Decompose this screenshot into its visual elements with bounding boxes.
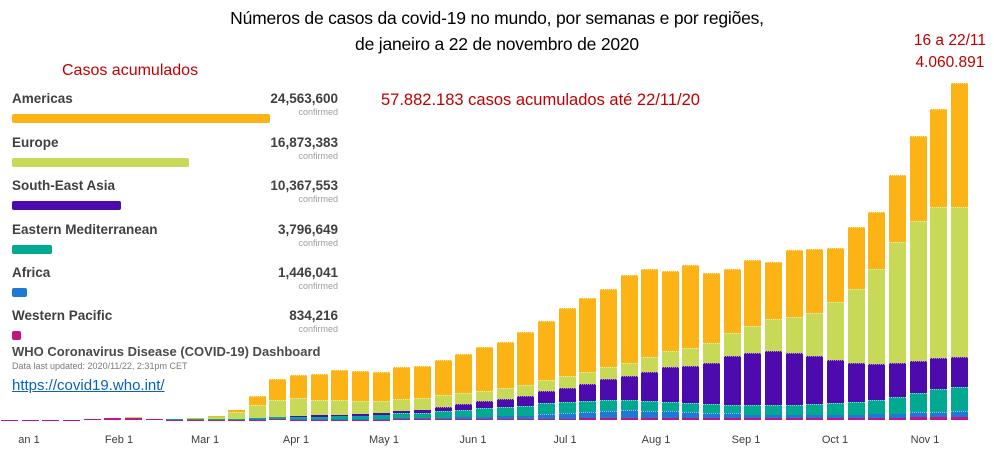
- segment-south-east-asia: [724, 356, 741, 404]
- bar-week-jul-26[interactable]: [600, 289, 617, 420]
- segment-americas: [910, 136, 927, 221]
- segment-south-east-asia: [600, 379, 617, 400]
- segment-americas: [455, 354, 472, 393]
- legend-confirmed-label: confirmed: [298, 324, 338, 334]
- legend-value: [270, 135, 338, 161]
- segment-americas: [497, 342, 514, 389]
- segment-europe: [269, 400, 286, 417]
- segment-eastern-mediterranean: [951, 387, 968, 412]
- x-tick-an-1: an 1: [18, 434, 40, 446]
- segment-europe: [868, 269, 885, 364]
- segment-western-pacific: [621, 418, 638, 420]
- segment-americas: [579, 298, 596, 372]
- bar-week-aug-2[interactable]: [621, 275, 638, 420]
- segment-europe: [765, 319, 782, 351]
- segment-eastern-mediterranean: [786, 405, 803, 415]
- bar-week-aug-9[interactable]: [641, 269, 658, 420]
- latest-week-value: 4.060.891: [915, 54, 985, 71]
- bar-week-apr-26[interactable]: [331, 370, 348, 420]
- who-dashboard-link[interactable]: https://covid19.who.int/: [12, 377, 165, 394]
- bar-week-mar-22[interactable]: [228, 410, 245, 420]
- segment-americas: [621, 275, 638, 363]
- segment-americas: [806, 249, 823, 313]
- segment-europe: [848, 289, 865, 363]
- segment-western-pacific: [269, 419, 286, 420]
- page-title: [0, 5, 994, 57]
- segment-africa: [600, 411, 617, 418]
- dashboard-title: WHO Coronavirus Disease (COVID-19) Dashboard: [12, 344, 321, 359]
- segment-americas: [724, 269, 741, 333]
- segment-eastern-mediterranean: [744, 405, 761, 414]
- x-tick-apr-1: Apr 1: [282, 434, 310, 446]
- segment-americas: [889, 175, 906, 242]
- bar-week-mar-29[interactable]: [249, 396, 266, 420]
- bar-week-aug-23[interactable]: [682, 265, 699, 420]
- segment-western-pacific: [930, 417, 947, 420]
- legend-value: [289, 308, 338, 334]
- segment-americas: [393, 367, 410, 399]
- bar-week-feb-23[interactable]: [146, 419, 163, 420]
- segment-americas: [249, 396, 266, 405]
- legend-value-number: 16,873,383: [270, 135, 338, 150]
- segment-africa: [621, 410, 638, 418]
- legend-confirmed-label: confirmed: [298, 238, 338, 248]
- bar-week-jun-14[interactable]: [476, 347, 493, 420]
- segment-south-east-asia: [579, 384, 596, 401]
- segment-south-east-asia: [806, 356, 823, 404]
- segment-western-pacific: [84, 419, 101, 420]
- x-tick-oct-1: Oct 1: [821, 434, 849, 446]
- segment-americas: [827, 248, 844, 303]
- segment-western-pacific: [951, 417, 968, 420]
- segment-europe: [724, 333, 741, 356]
- legend-color-bar: [12, 288, 27, 297]
- segment-western-pacific: [559, 419, 576, 420]
- segment-western-pacific: [662, 418, 679, 420]
- segment-south-east-asia: [765, 351, 782, 405]
- legend-confirmed-label: confirmed: [298, 194, 338, 204]
- segment-europe: [311, 400, 328, 416]
- segment-western-pacific: [579, 418, 596, 420]
- bar-week-aug-16[interactable]: [662, 271, 679, 420]
- segment-americas: [290, 375, 307, 399]
- segment-americas: [930, 109, 947, 207]
- segment-eastern-mediterranean: [559, 402, 576, 413]
- segment-americas: [538, 321, 555, 380]
- segment-south-east-asia: [662, 367, 679, 402]
- latest-week-annotation: [914, 30, 986, 74]
- segment-south-east-asia: [910, 361, 927, 393]
- segment-europe: [538, 380, 555, 391]
- legend-item-western-pacific[interactable]: [12, 308, 342, 334]
- segment-south-east-asia: [476, 401, 493, 408]
- legend-color-bar: [12, 114, 270, 123]
- legend-color-bar: [12, 331, 21, 340]
- x-tick-feb-1: Feb 1: [104, 434, 134, 446]
- title-line2: de janeiro a 22 de novembro de 2020: [355, 34, 639, 54]
- bar-week-jan-26[interactable]: [63, 420, 80, 421]
- segment-europe: [517, 385, 534, 396]
- legend-item-eastern-mediterranean[interactable]: [12, 222, 342, 248]
- segment-eastern-mediterranean: [806, 404, 823, 415]
- bar-week-jun-28[interactable]: [517, 332, 534, 420]
- bar-week-jun-7[interactable]: [455, 354, 472, 420]
- legend-value: [270, 91, 338, 117]
- segment-eastern-mediterranean: [621, 400, 638, 410]
- legend-confirmed-label: confirmed: [298, 151, 338, 161]
- segment-europe: [393, 399, 410, 411]
- segment-south-east-asia: [930, 358, 947, 388]
- segment-europe: [827, 302, 844, 360]
- segment-europe: [497, 388, 514, 398]
- segment-europe: [930, 207, 947, 358]
- bar-week-oct-4[interactable]: [806, 249, 823, 420]
- segment-western-pacific: [146, 419, 163, 420]
- segment-western-pacific: [125, 418, 142, 421]
- segment-eastern-mediterranean: [765, 405, 782, 415]
- segment-western-pacific: [682, 418, 699, 420]
- segment-europe: [703, 343, 720, 363]
- legend-item-south-east-asia[interactable]: [12, 178, 342, 204]
- segment-western-pacific: [435, 419, 452, 420]
- legend-value-number: 24,563,600: [270, 91, 338, 106]
- bar-week-sep-6[interactable]: [724, 269, 741, 420]
- bar-week-jul-5[interactable]: [538, 321, 555, 420]
- bar-week-apr-5[interactable]: [269, 379, 286, 420]
- segment-south-east-asia: [703, 363, 720, 404]
- segment-europe: [373, 401, 390, 414]
- legend-value-number: 834,216: [289, 308, 338, 323]
- bar-week-jun-21[interactable]: [497, 342, 514, 420]
- segment-europe: [682, 348, 699, 366]
- bar-week-may-17[interactable]: [393, 367, 410, 420]
- bar-week-nov-15[interactable]: [930, 109, 947, 420]
- bar-week-sep-20[interactable]: [765, 262, 782, 420]
- bar-week-apr-19[interactable]: [311, 374, 328, 420]
- segment-europe: [579, 372, 596, 384]
- title-line1: Números de casos da covid-19 no mundo, por semanas e por regiões,: [230, 8, 764, 28]
- bar-week-feb-9[interactable]: [104, 418, 121, 420]
- segment-western-pacific: [703, 418, 720, 420]
- segment-western-pacific: [538, 419, 555, 420]
- bar-week-sep-13[interactable]: [744, 260, 761, 420]
- segment-europe: [889, 242, 906, 364]
- segment-eastern-mediterranean: [703, 404, 720, 413]
- segment-south-east-asia: [621, 376, 638, 400]
- segment-western-pacific: [414, 419, 431, 420]
- bar-week-oct-18[interactable]: [848, 227, 865, 420]
- segment-europe: [352, 401, 369, 415]
- segment-americas: [352, 371, 369, 401]
- segment-eastern-mediterranean: [476, 408, 493, 416]
- x-tick-sep-1: Sep 1: [731, 434, 761, 446]
- bar-week-mar-15[interactable]: [208, 416, 225, 420]
- legend-region-name: Western Pacific: [12, 308, 113, 323]
- segment-americas: [331, 370, 348, 400]
- bar-week-aug-30[interactable]: [703, 273, 720, 420]
- segment-eastern-mediterranean: [579, 401, 596, 412]
- legend-region-name: Africa: [12, 265, 51, 280]
- segment-western-pacific: [889, 418, 906, 420]
- legend-value-number: 10,367,553: [270, 178, 338, 193]
- segment-western-pacific: [600, 418, 617, 420]
- legend-value: [278, 222, 338, 248]
- segment-western-pacific: [455, 419, 472, 420]
- segment-europe: [600, 367, 617, 380]
- segment-western-pacific: [393, 419, 410, 420]
- legend-color-bar: [12, 245, 52, 254]
- segment-western-pacific: [786, 418, 803, 420]
- segment-eastern-mediterranean: [930, 389, 947, 412]
- segment-americas: [641, 269, 658, 357]
- segment-americas: [662, 271, 679, 351]
- x-tick-nov-1: Nov 1: [910, 434, 940, 446]
- segment-europe: [786, 317, 803, 354]
- segment-western-pacific: [724, 418, 741, 420]
- segment-western-pacific: [497, 419, 514, 420]
- legend-region-name: Eastern Mediterranean: [12, 222, 158, 237]
- segment-eastern-mediterranean: [600, 400, 617, 410]
- cumulative-cases-label: Casos acumulados: [62, 62, 199, 79]
- segment-eastern-mediterranean: [889, 397, 906, 414]
- bar-week-oct-11[interactable]: [827, 248, 844, 420]
- segment-americas: [848, 227, 865, 289]
- bar-week-nov-8[interactable]: [910, 136, 927, 420]
- legend-confirmed-label: confirmed: [298, 107, 338, 117]
- segment-americas: [765, 262, 782, 320]
- bar-week-jan-5[interactable]: [1, 420, 18, 421]
- bar-week-jan-12[interactable]: [22, 420, 39, 421]
- bar-week-jan-19[interactable]: [42, 420, 59, 421]
- segment-western-pacific: [848, 418, 865, 420]
- segment-europe: [290, 398, 307, 416]
- legend-value-number: 3,796,649: [277, 222, 338, 237]
- segment-south-east-asia: [951, 357, 968, 386]
- bar-week-may-3[interactable]: [352, 371, 369, 420]
- segment-western-pacific: [517, 419, 534, 420]
- segment-americas: [414, 366, 431, 398]
- segment-americas: [517, 332, 534, 385]
- segment-europe: [621, 363, 638, 377]
- segment-americas: [311, 374, 328, 400]
- legend-item-americas[interactable]: [12, 91, 342, 117]
- segment-western-pacific: [910, 417, 927, 420]
- segment-eastern-mediterranean: [641, 401, 658, 411]
- segment-americas: [951, 83, 968, 207]
- segment-europe: [559, 376, 576, 387]
- segment-europe: [662, 351, 679, 367]
- legend-item-africa[interactable]: [12, 265, 342, 291]
- legend-color-bar: [12, 158, 189, 167]
- segment-europe: [331, 400, 348, 415]
- segment-western-pacific: [744, 418, 761, 420]
- segment-americas: [373, 372, 390, 401]
- segment-americas: [703, 273, 720, 343]
- segment-eastern-mediterranean: [497, 407, 514, 416]
- bar-week-mar-1[interactable]: [166, 419, 183, 420]
- cumulative-total-annotation: 57.882.183 casos acumulados até 22/11/20: [381, 91, 700, 109]
- segment-western-pacific: [765, 418, 782, 420]
- bar-week-mar-8[interactable]: [187, 418, 204, 420]
- segment-americas: [682, 265, 699, 348]
- bar-week-may-24[interactable]: [414, 366, 431, 420]
- segment-europe: [476, 391, 493, 402]
- segment-americas: [435, 360, 452, 396]
- segment-americas: [559, 308, 576, 376]
- segment-south-east-asia: [682, 366, 699, 403]
- bar-week-nov-1[interactable]: [889, 175, 906, 420]
- segment-europe: [641, 357, 658, 371]
- segment-africa: [662, 411, 679, 418]
- segment-eastern-mediterranean: [538, 403, 555, 414]
- segment-western-pacific: [104, 418, 121, 420]
- latest-week-range: 16 a 22/11: [913, 32, 986, 49]
- segment-western-pacific: [641, 418, 658, 420]
- segment-americas: [786, 250, 803, 317]
- bar-week-oct-25[interactable]: [868, 212, 885, 420]
- x-tick-may-1: May 1: [369, 434, 399, 446]
- segment-americas: [269, 379, 286, 399]
- x-tick-mar-1: Mar 1: [190, 434, 220, 446]
- segment-europe: [951, 207, 968, 358]
- segment-western-pacific: [806, 418, 823, 420]
- legend-region-name: Americas: [12, 91, 73, 106]
- segment-eastern-mediterranean: [517, 406, 534, 416]
- segment-south-east-asia: [744, 353, 761, 405]
- bar-week-jul-19[interactable]: [579, 298, 596, 420]
- legend-region-name: Europe: [12, 135, 59, 150]
- segment-western-pacific: [476, 419, 493, 420]
- segment-europe: [910, 221, 927, 361]
- legend-value: [270, 178, 338, 204]
- bar-week-may-10[interactable]: [373, 372, 390, 420]
- x-tick-jun-1: Jun 1: [459, 434, 487, 446]
- legend-confirmed-label: confirmed: [298, 281, 338, 291]
- segment-south-east-asia: [641, 372, 658, 401]
- segment-south-east-asia: [538, 391, 555, 403]
- segment-americas: [476, 347, 493, 391]
- x-tick-jul-1: Jul 1: [553, 434, 577, 446]
- segment-eastern-mediterranean: [848, 402, 865, 415]
- segment-south-east-asia: [827, 360, 844, 403]
- legend-value-number: 1,446,041: [277, 265, 338, 280]
- segment-europe: [806, 313, 823, 356]
- bar-week-feb-2[interactable]: [84, 419, 101, 420]
- segment-eastern-mediterranean: [724, 405, 741, 414]
- segment-eastern-mediterranean: [868, 400, 885, 414]
- bar-week-sep-27[interactable]: [786, 250, 803, 420]
- segment-europe: [414, 398, 431, 410]
- segment-eastern-mediterranean: [910, 393, 927, 413]
- bar-week-apr-12[interactable]: [290, 375, 307, 420]
- segment-western-pacific: [868, 418, 885, 420]
- segment-south-east-asia: [517, 396, 534, 406]
- segment-south-east-asia: [786, 353, 803, 405]
- segment-south-east-asia: [559, 388, 576, 402]
- legend-color-bar: [12, 201, 121, 210]
- segment-europe: [455, 393, 472, 404]
- bar-week-jul-12[interactable]: [559, 308, 576, 420]
- bar-week-nov-22[interactable]: [951, 83, 968, 420]
- segment-americas: [868, 212, 885, 269]
- segment-europe: [249, 405, 266, 418]
- bar-week-may-31[interactable]: [435, 360, 452, 420]
- segment-south-east-asia: [868, 364, 885, 400]
- segment-eastern-mediterranean: [455, 410, 472, 418]
- segment-eastern-mediterranean: [682, 403, 699, 412]
- x-tick-aug-1: Aug 1: [641, 434, 671, 446]
- segment-south-east-asia: [848, 363, 865, 402]
- segment-americas: [744, 260, 761, 326]
- segment-eastern-mediterranean: [662, 402, 679, 411]
- last-updated-text: Data last updated: 2020/11/22, 2:31pm CET: [12, 361, 188, 371]
- segment-europe: [744, 326, 761, 353]
- segment-south-east-asia: [497, 399, 514, 407]
- segment-western-pacific: [827, 418, 844, 420]
- legend-item-europe[interactable]: [12, 135, 342, 161]
- segment-south-east-asia: [889, 363, 906, 397]
- segment-africa: [641, 411, 658, 418]
- segment-eastern-mediterranean: [827, 403, 844, 415]
- segment-americas: [600, 289, 617, 367]
- legend-region-name: South-East Asia: [12, 178, 116, 193]
- legend-value: [278, 265, 338, 291]
- segment-europe: [435, 395, 452, 406]
- bar-week-feb-16[interactable]: [125, 417, 142, 420]
